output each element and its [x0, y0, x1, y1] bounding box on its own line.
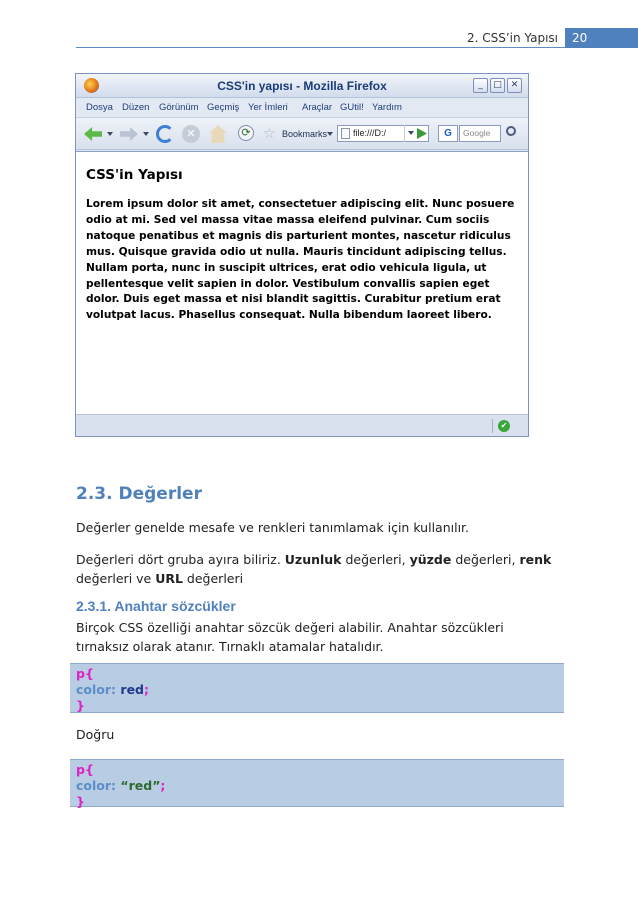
term-uzunluk: Uzunluk	[284, 552, 342, 567]
search-input[interactable]: Google	[459, 125, 501, 142]
code-line	[76, 666, 564, 682]
value-groups-text: değerleri,	[341, 552, 410, 567]
maximize-button[interactable]: □	[490, 78, 505, 93]
bookmarks-menu-button[interactable]: Bookmarks	[282, 129, 328, 139]
header-rule	[76, 47, 638, 48]
subsection-heading: 2.3.1. Anahtar sözcükler	[76, 598, 236, 614]
example-label: Doğru	[76, 727, 115, 742]
back-arrow-icon[interactable]	[84, 127, 102, 141]
page-icon	[341, 128, 350, 139]
statusbar-divider	[492, 419, 493, 433]
page-header	[0, 28, 638, 50]
window-controls	[473, 78, 522, 93]
back-history-caret-icon[interactable]	[107, 132, 113, 136]
bookmark-star-icon[interactable]: ☆	[263, 126, 276, 142]
forward-history-caret-icon[interactable]	[143, 132, 149, 136]
code-semicolon: ;	[160, 778, 166, 793]
menu-gorunum[interactable]: Görünüm	[159, 102, 199, 113]
url-dropdown-caret-icon	[408, 131, 414, 135]
term-url: URL	[155, 571, 183, 586]
status-ok-icon: ✔	[498, 420, 510, 432]
section-intro: Değerler genelde mesafe ve renkleri tanımlamak için kullanılır.	[76, 520, 470, 535]
term-renk: renk	[519, 552, 552, 567]
browser-titlebar	[76, 74, 528, 98]
section-heading: 2.3. Değerler	[76, 484, 202, 504]
code-semicolon: ;	[144, 682, 149, 697]
browser-statusbar	[76, 414, 528, 436]
reload-icon[interactable]	[156, 125, 174, 143]
chapter-title: 2. CSS’in Yapısı	[466, 31, 558, 45]
menu-gecmis[interactable]: Geçmiş	[207, 102, 240, 113]
menu-gutil[interactable]: GUtil!	[340, 102, 364, 113]
code-line	[76, 794, 564, 810]
close-button[interactable]: ✕	[507, 78, 522, 93]
value-groups-paragraph	[76, 550, 556, 588]
code-line	[76, 682, 564, 698]
code-property: color:	[76, 778, 117, 793]
value-groups-text: Değerleri dört gruba ayıra biliriz.	[76, 552, 285, 567]
rendered-page-heading: CSS'in Yapısı	[86, 167, 183, 183]
minimize-button[interactable]: _	[473, 78, 488, 93]
search-engine-selector[interactable]: G	[438, 125, 458, 142]
code-line	[76, 762, 564, 778]
forward-arrow-icon[interactable]	[120, 127, 138, 141]
menu-araclar[interactable]: Araçlar	[302, 102, 333, 113]
code-selector: p{	[76, 762, 94, 777]
menu-dosya[interactable]: Dosya	[86, 102, 113, 113]
bookmarks-caret-icon[interactable]	[327, 132, 333, 136]
value-groups-text: değerleri,	[451, 552, 520, 567]
code-string-value: “red”	[116, 778, 161, 793]
menu-yardim[interactable]: Yardım	[372, 102, 402, 113]
code-selector: p{	[76, 666, 94, 681]
code-line	[76, 778, 564, 794]
browser-window-title: CSS'in yapısı - Mozilla Firefox	[217, 79, 387, 93]
code-line	[76, 698, 564, 714]
browser-menubar	[76, 98, 528, 118]
url-dropdown[interactable]	[404, 125, 416, 142]
code-property: color:	[76, 682, 117, 697]
keyword-paragraph: Birçok CSS özelliği anahtar sözcük değeri alabilir. Anahtar sözcükleri tırnaksız olarak atanır. Tırnaklı atamalar hatalıdır.	[76, 620, 504, 654]
page-number: 20	[565, 28, 638, 48]
value-groups-text: değerleri	[182, 571, 244, 586]
browser-toolbar	[76, 118, 528, 150]
value-groups-text: değerleri ve	[76, 571, 156, 586]
browser-screenshot	[75, 73, 529, 437]
home-icon[interactable]	[209, 125, 227, 143]
browser-viewport	[76, 151, 528, 414]
stop-icon[interactable]: ✕	[182, 125, 200, 143]
menu-duzen[interactable]: Düzen	[122, 102, 150, 113]
code-close-brace: }	[76, 794, 85, 809]
code-value: red	[116, 682, 144, 697]
code-example-quoted	[70, 759, 564, 807]
history-clock-icon[interactable]: ⟳	[238, 125, 254, 141]
search-icon[interactable]	[506, 126, 516, 136]
code-example-correct	[70, 663, 564, 713]
term-yuzde: yüzde	[409, 552, 452, 567]
code-close-brace: }	[76, 698, 85, 713]
rendered-page-body: Lorem ipsum dolor sit amet, consectetuer adipiscing elit. Nunc posuere odio at mi. Sed vel massa vitae massa eleifend pulvinar. Cum sociis natoque penatibus et magnis dis parturient montes, nascetur ridiculus mus. Quisque gravida odio ut nulla. Mauris tincidunt adipiscing tellus. Nullam porta, nunc in suscipit ultrices, erat odio vehicula ligula, ut pellentesque velit sapien in dolor. Vestibulum convallis sapien eget dolor. Duis eget massa et nisi blandit sagittis. Curabitur pretium erat volutpat lacus. Phasellus consequat. Nulla bibendum laoreet libero.	[86, 198, 515, 322]
menu-yer-imleri[interactable]: Yer İmleri	[248, 102, 288, 113]
url-text: file:///D:/	[353, 128, 387, 138]
